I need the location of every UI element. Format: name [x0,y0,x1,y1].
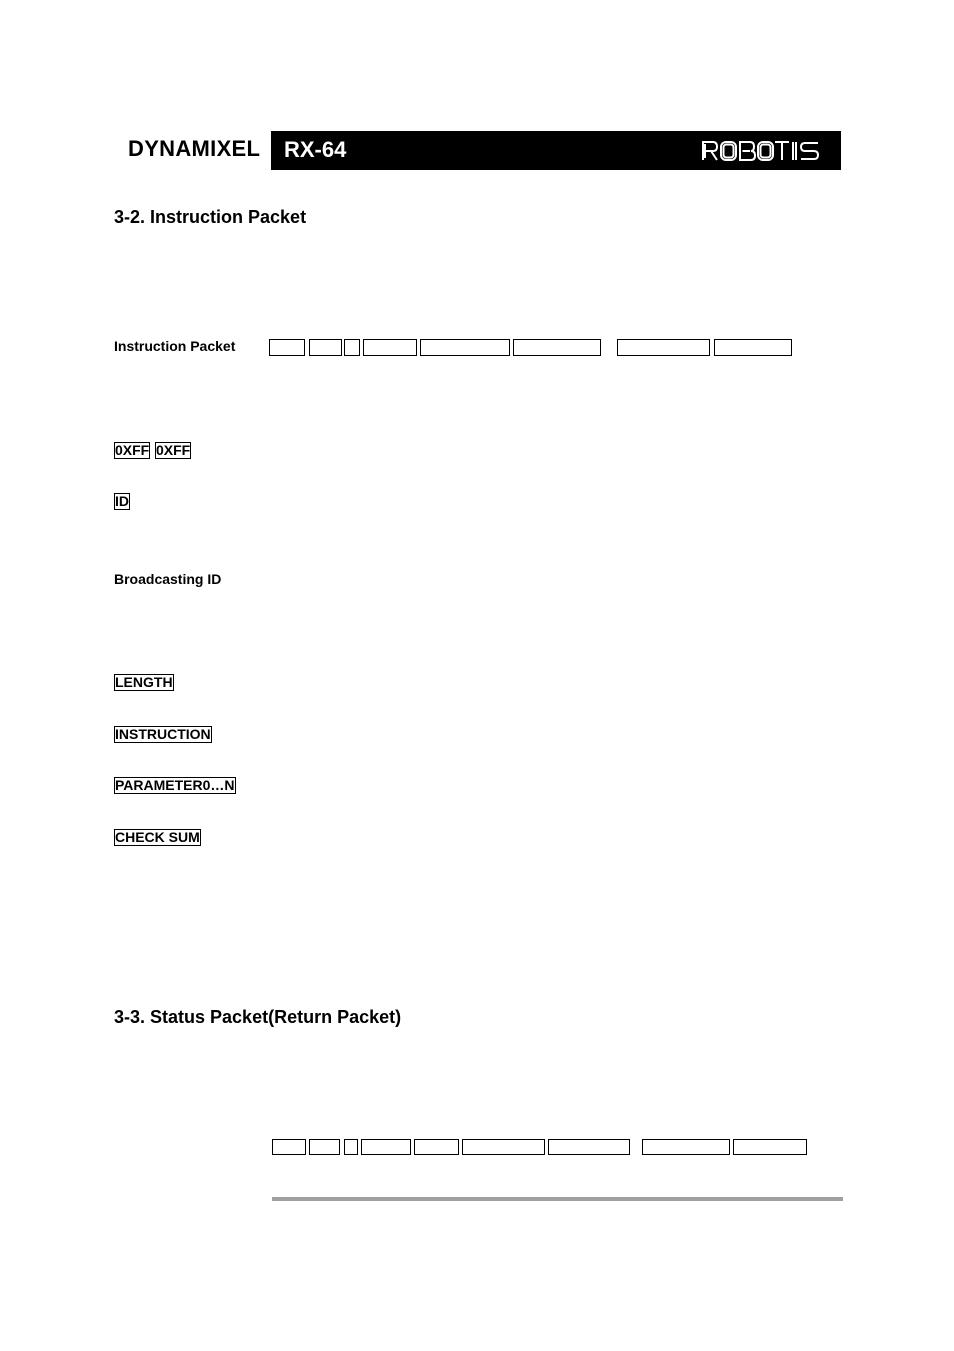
packet-cell [714,339,792,356]
field-label-header-1: 0XFF [115,442,150,458]
header-bar [271,131,841,170]
header-product-name: DYNAMIXEL [128,136,261,161]
packet-cell [309,339,342,356]
packet-cell [548,1139,630,1155]
field-label-broadcasting-id: Broadcasting ID [114,571,222,587]
packet-cell [617,339,710,356]
packet-cell [414,1139,459,1155]
field-label-checksum: CHECK SUM [115,829,200,845]
packet-cell [309,1139,340,1155]
packet-cell [642,1139,730,1155]
horizontal-rule [272,1197,843,1201]
section-title-status-packet: 3-3. Status Packet(Return Packet) [114,1007,402,1027]
packet-cell [344,339,360,356]
field-label-header-2: 0XFF [156,442,191,458]
packet-cell [363,339,417,356]
section-title-instruction-packet: 3-2. Instruction Packet [114,207,307,227]
packet-cell [272,1139,306,1155]
robotis-logo [701,139,821,163]
field-label-length: LENGTH [115,674,173,690]
instruction-packet-label: Instruction Packet [114,338,236,354]
field-label-parameters: PARAMETER0…N [115,777,235,793]
header-model-name: RX-64 [284,137,347,162]
packet-cell [344,1139,358,1155]
field-label-instruction: INSTRUCTION [115,726,211,742]
packet-cell [420,339,510,356]
packet-cell [269,339,305,356]
packet-cell [513,339,601,356]
packet-cell [733,1139,807,1155]
packet-cell [361,1139,411,1155]
field-label-id: ID [115,493,129,509]
packet-cell [462,1139,545,1155]
